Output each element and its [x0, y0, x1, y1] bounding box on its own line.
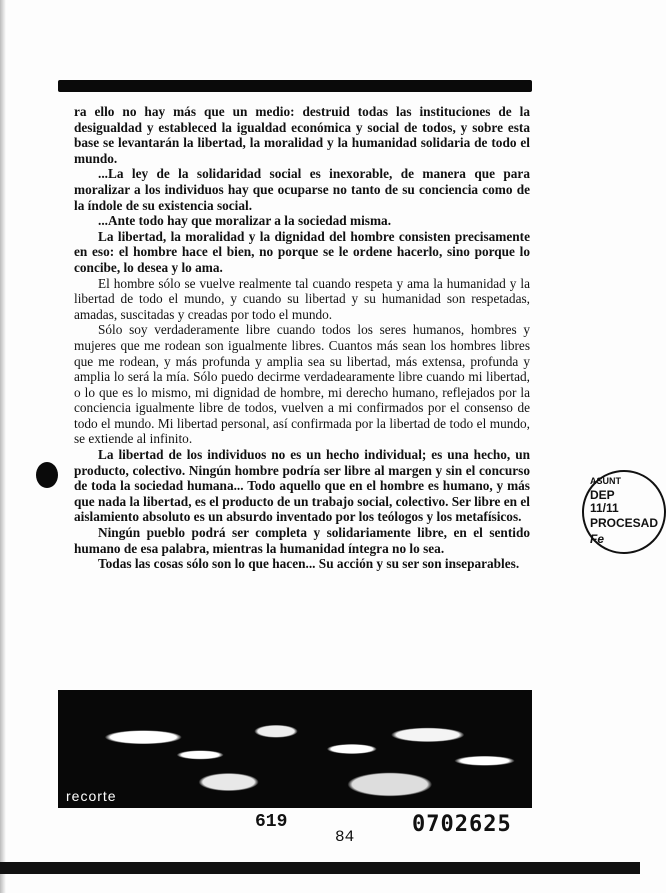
archive-number: 0702625	[412, 812, 512, 837]
stamp-text: 11/11	[590, 501, 619, 515]
stamp-text: ASUNT	[590, 476, 621, 486]
bottom-rule	[0, 862, 640, 874]
archive-stamp	[582, 470, 666, 554]
paragraph: ra ello no hay más que un medio: destruid todas las instituciones de la desigualdad y estableced la igualdad económica y social de todos, y sobre esta base se levantarán la libertad, la moralidad y la humanidad solidaria de todo el mundo.	[74, 104, 530, 166]
page-number: 619	[255, 812, 288, 832]
paragraph: Todas las cosas sólo son lo que hacen... Su acción y su ser son inseparables.	[98, 556, 520, 572]
photo-caption: recorte	[66, 788, 117, 804]
stamp-text: PROCESAD	[590, 516, 659, 530]
scan-edge	[0, 0, 6, 893]
punch-hole	[36, 462, 58, 488]
header-rule	[58, 80, 532, 92]
article-body	[74, 104, 530, 572]
paragraph: La libertad, la moralidad y la dignidad del hombre consisten precisamente en eso: el hombre hace el bien, no porque se le ordene hacerlo, sino porque lo concibe, lo desea y lo ama.	[74, 228, 530, 275]
folio-number: 84	[335, 828, 355, 846]
stamp-text: Fe	[590, 532, 605, 546]
crowd-photo	[58, 690, 532, 808]
paragraph: Sólo soy verdaderamente libre cuando todos los seres humanos, hombres y mujeres que me rodean son igualmente libres. Cuantos más sean los hombres libres que me rodean, y más profunda y amplia sea su libertad, más extensa, profunda y amplia lo será la mía. Sólo puedo decirme verdadearamente libre cuando mi libertad, o lo que es lo mismo, mi dignidad de hombre, mi derecho humano, reflejados por la conciencia igualmente libre de todos, vuelven a mi confirmados por el consenso de todo el mundo. Mi libertad personal, así confirmada por la libertad de todo el mundo, se extiende al infinito.	[74, 322, 530, 447]
stamp-text: DEP	[590, 488, 615, 502]
paragraph: Ningún pueblo podrá ser completa y solidariamente libre, en el sentido humano de esa palabra, mientras la humanidad íntegra no lo sea.	[74, 525, 530, 556]
paragraph: ...Ante todo hay que moralizar a la sociedad misma.	[98, 213, 392, 229]
paragraph: La libertad de los individuos no es un hecho individual; es una hecho, un producto, colectivo. Ningún hombre podría ser libre al margen y sin el concurso de toda la sociedad humana... Todo aquello que en el hombre es humano, y más que nada la libertad, es el producto de un trabajo social, colectivo. Ser libre en el aislamiento absoluto es un absurdo inventado por los teólogos y los metafísicos.	[74, 447, 530, 525]
paragraph: El hombre sólo se vuelve realmente tal cuando respeta y ama la humanidad y la libertad de todo el mundo, y cuando su libertad y su humanidad son respetadas, amadas, suscitadas y creadas por todo el mundo.	[74, 275, 530, 322]
paragraph: ...La ley de la solidaridad social es inexorable, de manera que para moralizar a los individuos hay que ocuparse no tanto de su conciencia como de la índole de su existencia social.	[74, 166, 530, 213]
